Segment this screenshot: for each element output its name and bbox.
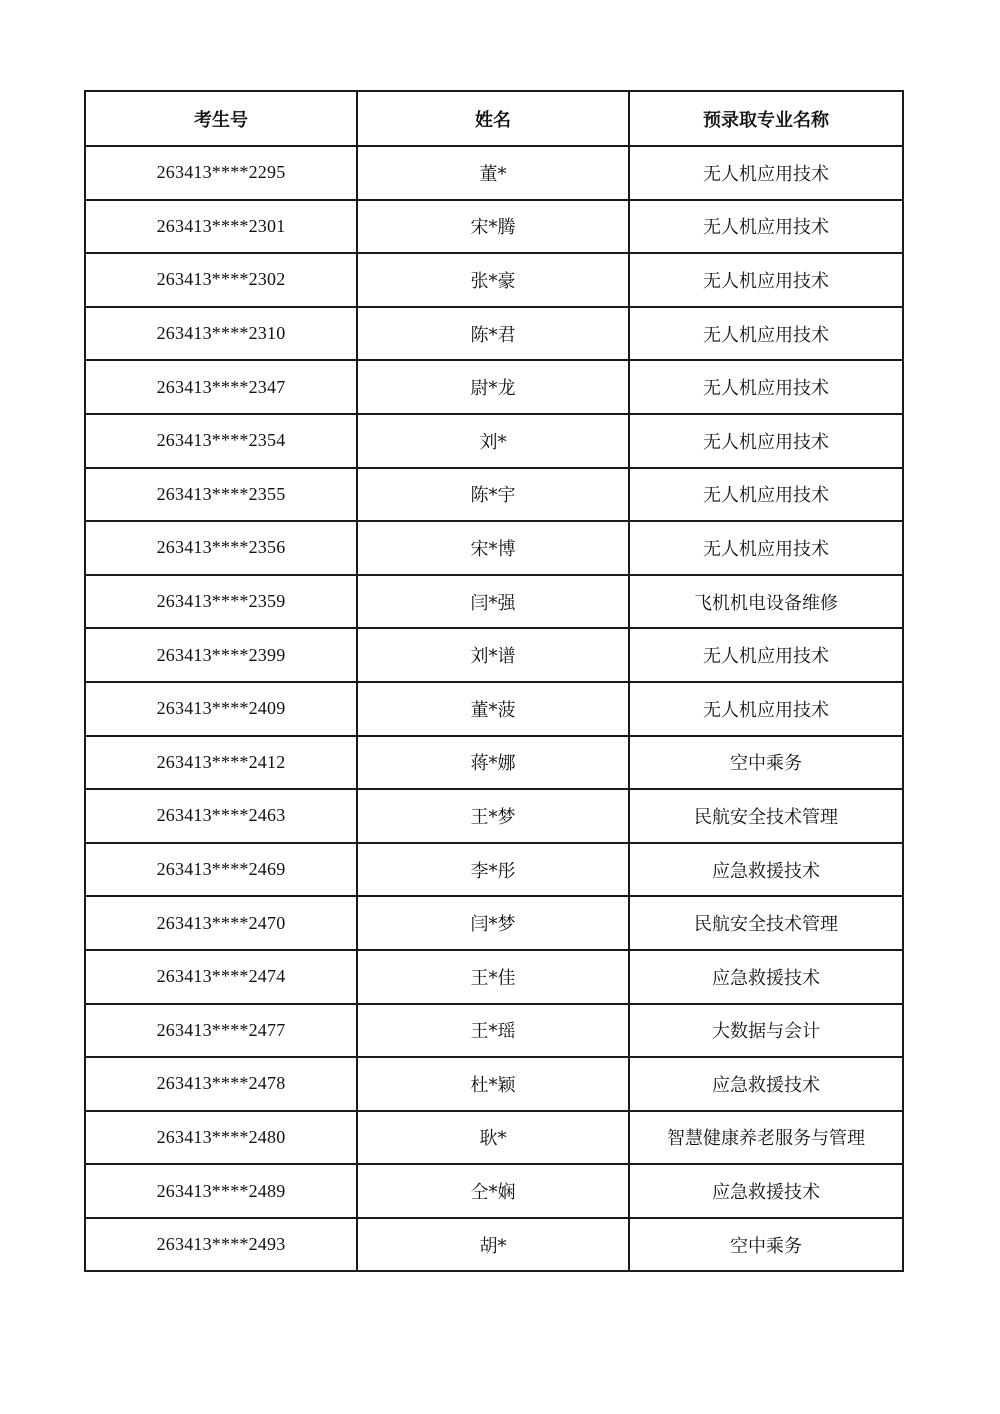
table-row — [85, 1111, 903, 1165]
candidate-name-cell: 宋*腾 — [357, 200, 629, 254]
candidate-id-cell: 263413****2478 — [85, 1057, 357, 1111]
table-row — [85, 307, 903, 361]
table-row — [85, 1164, 903, 1218]
candidate-name-cell: 胡* — [357, 1218, 629, 1272]
candidate-id-cell: 263413****2347 — [85, 360, 357, 414]
candidate-id-cell: 263413****2480 — [85, 1111, 357, 1165]
major-name-cell: 应急救援技术 — [629, 1057, 903, 1111]
candidate-id-cell: 263413****2399 — [85, 628, 357, 682]
major-name-cell: 无人机应用技术 — [629, 360, 903, 414]
candidate-name-cell: 杜*颖 — [357, 1057, 629, 1111]
candidate-id-cell: 263413****2409 — [85, 682, 357, 736]
candidate-name-cell: 陈*宇 — [357, 468, 629, 522]
major-name-cell: 大数据与会计 — [629, 1004, 903, 1058]
candidate-id-cell: 263413****2477 — [85, 1004, 357, 1058]
major-name-cell: 空中乘务 — [629, 736, 903, 790]
candidate-id-cell: 263413****2412 — [85, 736, 357, 790]
candidate-name-cell: 耿* — [357, 1111, 629, 1165]
candidate-name-cell: 蒋*娜 — [357, 736, 629, 790]
major-name-cell: 无人机应用技术 — [629, 146, 903, 200]
candidate-id-cell: 263413****2355 — [85, 468, 357, 522]
table-row — [85, 1218, 903, 1272]
candidate-name-cell: 尉*龙 — [357, 360, 629, 414]
header-candidate-id: 考生号 — [85, 91, 357, 146]
table-row — [85, 146, 903, 200]
admission-table — [84, 90, 904, 1272]
table-row — [85, 789, 903, 843]
candidate-id-cell: 263413****2359 — [85, 575, 357, 629]
candidate-name-cell: 李*彤 — [357, 843, 629, 897]
major-name-cell: 无人机应用技术 — [629, 682, 903, 736]
major-name-cell: 无人机应用技术 — [629, 521, 903, 575]
candidate-id-cell: 263413****2489 — [85, 1164, 357, 1218]
table-row — [85, 1057, 903, 1111]
major-name-cell: 民航安全技术管理 — [629, 789, 903, 843]
candidate-id-cell: 263413****2474 — [85, 950, 357, 1004]
header-major: 预录取专业名称 — [629, 91, 903, 146]
candidate-name-cell: 闫*梦 — [357, 896, 629, 950]
table-header-row — [85, 91, 903, 146]
candidate-name-cell: 宋*博 — [357, 521, 629, 575]
candidate-id-cell: 263413****2469 — [85, 843, 357, 897]
major-name-cell: 无人机应用技术 — [629, 468, 903, 522]
candidate-id-cell: 263413****2354 — [85, 414, 357, 468]
candidate-name-cell: 王*佳 — [357, 950, 629, 1004]
table-row — [85, 575, 903, 629]
candidate-name-cell: 仝*娴 — [357, 1164, 629, 1218]
candidate-id-cell: 263413****2302 — [85, 253, 357, 307]
table-row — [85, 896, 903, 950]
table-row — [85, 200, 903, 254]
table-row — [85, 521, 903, 575]
table-row — [85, 682, 903, 736]
candidate-id-cell: 263413****2470 — [85, 896, 357, 950]
candidate-id-cell: 263413****2310 — [85, 307, 357, 361]
table-row — [85, 414, 903, 468]
table-row — [85, 736, 903, 790]
table-row — [85, 950, 903, 1004]
major-name-cell: 应急救援技术 — [629, 950, 903, 1004]
candidate-name-cell: 王*梦 — [357, 789, 629, 843]
major-name-cell: 无人机应用技术 — [629, 200, 903, 254]
table-row — [85, 360, 903, 414]
table-row — [85, 628, 903, 682]
admission-list-sheet — [84, 90, 902, 1272]
candidate-id-cell: 263413****2301 — [85, 200, 357, 254]
candidate-name-cell: 王*瑶 — [357, 1004, 629, 1058]
major-name-cell: 无人机应用技术 — [629, 253, 903, 307]
table-row — [85, 253, 903, 307]
major-name-cell: 智慧健康养老服务与管理 — [629, 1111, 903, 1165]
candidate-id-cell: 263413****2463 — [85, 789, 357, 843]
table-body — [85, 146, 903, 1271]
major-name-cell: 空中乘务 — [629, 1218, 903, 1272]
major-name-cell: 无人机应用技术 — [629, 414, 903, 468]
major-name-cell: 应急救援技术 — [629, 843, 903, 897]
table-row — [85, 1004, 903, 1058]
candidate-id-cell: 263413****2493 — [85, 1218, 357, 1272]
major-name-cell: 无人机应用技术 — [629, 628, 903, 682]
table-row — [85, 468, 903, 522]
candidate-name-cell: 董*菠 — [357, 682, 629, 736]
header-name: 姓名 — [357, 91, 629, 146]
candidate-id-cell: 263413****2356 — [85, 521, 357, 575]
candidate-name-cell: 董* — [357, 146, 629, 200]
candidate-name-cell: 刘* — [357, 414, 629, 468]
table-row — [85, 843, 903, 897]
candidate-id-cell: 263413****2295 — [85, 146, 357, 200]
major-name-cell: 民航安全技术管理 — [629, 896, 903, 950]
major-name-cell: 飞机机电设备维修 — [629, 575, 903, 629]
candidate-name-cell: 陈*君 — [357, 307, 629, 361]
candidate-name-cell: 张*豪 — [357, 253, 629, 307]
candidate-name-cell: 刘*谱 — [357, 628, 629, 682]
major-name-cell: 无人机应用技术 — [629, 307, 903, 361]
major-name-cell: 应急救援技术 — [629, 1164, 903, 1218]
candidate-name-cell: 闫*强 — [357, 575, 629, 629]
